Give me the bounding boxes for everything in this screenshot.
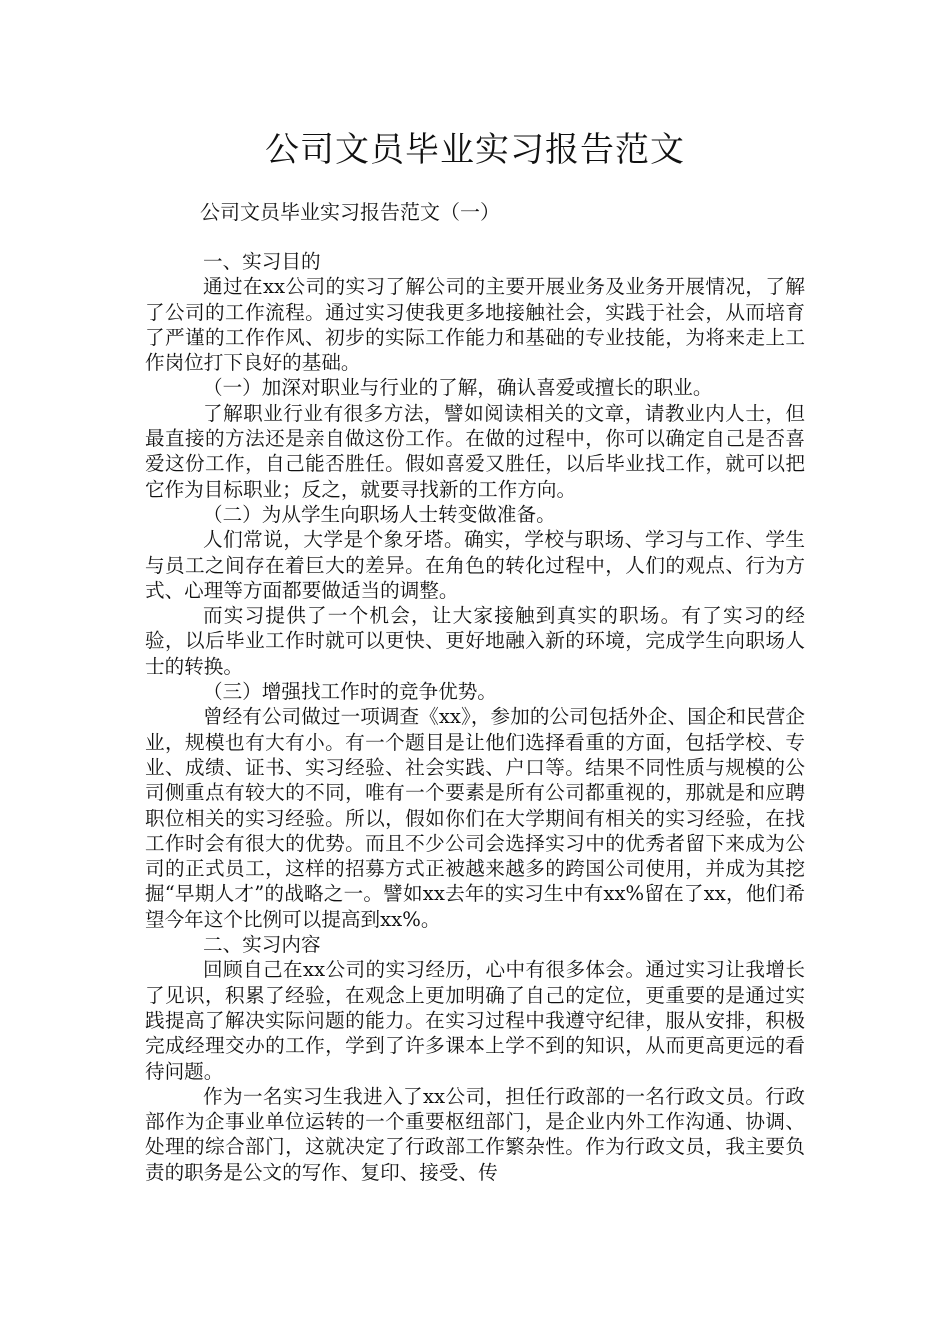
section-heading-content: 二、实习内容 bbox=[203, 933, 321, 957]
paragraph-purpose-intro: 通过在xx公司的实习了解公司的主要开展业务及业务开展情况，了解了公司的工作流程。通过实习使我更多地接触社会，实践于社会，从而培育了严谨的工作作风、初步的实际工作能力和基础的专业技能，为将来走上工作岗位打下良好的基础。 bbox=[145, 275, 805, 375]
paragraph-review: 回顾自己在xx公司的实习经历，心中有很多体会。通过实习让我增长了见识，积累了经验，在观念上更加明确了自己的定位，更重要的是通过实践提高了解决实际问题的能力。在实习过程中我遵守纪律，服从安排，积极完成经理交办的工作，学到了许多课本上学不到的知识，从而更高更远的看待问题。 bbox=[145, 958, 805, 1083]
paragraph-survey: 曾经有公司做过一项调查《xx》，参加的公司包括外企、国企和民营企业，规模也有大有小。有一个题目是让他们选择看重的方面，包括学校、专业、成绩、证书、实习经验、社会实践、户口等。结果不同性质与规模的公司侧重点有较大的不同，唯有一个要素是所有公司都重视的，那就是和应聘职位相关的实习经验。所以，假如你们在大学期间有相关的实习经验，在找工作时会有很大的优势。而且不少公司会选择实习中的优秀者留下来成为公司的正式员工，这样的招募方式正被越来越多的跨国公司使用，并成为其挖掘“早期人才”的战略之一。譬如xx去年的实习生中有xx%留在了xx，他们希望今年这个比例可以提高到xx%。 bbox=[145, 705, 805, 931]
document-body bbox=[145, 249, 805, 1185]
paragraph-understanding: 了解职业行业有很多方法，譬如阅读相关的文章，请教业内人士，但最直接的方法还是亲自做这份工作。在做的过程中，你可以确定自己是否喜爱这份工作，自己能否胜任。假如喜爱又胜任，以后毕业找工作，就可以把它作为目标职业；反之，就要寻找新的工作方向。 bbox=[145, 401, 805, 501]
subheading-understanding: （一）加深对职业与行业的了解，确认喜爱或擅长的职业。 bbox=[203, 376, 713, 400]
paragraph-ivory-tower: 人们常说，大学是个象牙塔。确实，学校与职场、学习与工作、学生与员工之间存在着巨大的差异。在角色的转化过程中，人们的观点、行为方式、心理等方面都要做适当的调整。 bbox=[145, 528, 805, 602]
document-title: 公司文员毕业实习报告范文 bbox=[265, 130, 685, 170]
paragraph-real-workplace: 而实习提供了一个机会，让大家接触到真实的职场。有了实习的经验，以后毕业工作时就可以更快、更好地融入新的环境，完成学生向职场人士的转换。 bbox=[145, 604, 805, 678]
subheading-competitive-edge: （三）增强找工作时的竞争优势。 bbox=[203, 680, 497, 704]
paragraph-admin-role: 作为一名实习生我进入了xx公司，担任行政部的一名行政文员。行政部作为企事业单位运转的一个重要枢纽部门，是企业内外工作沟通、协调、处理的综合部门，这就决定了行政部工作繁杂性。作为行政文员，我主要负责的职务是公文的写作、复印、接受、传 bbox=[145, 1084, 805, 1184]
section-heading-purpose: 一、实习目的 bbox=[203, 250, 321, 273]
subheading-transition: （二）为从学生向职场人士转变做准备。 bbox=[203, 502, 556, 526]
document-subtitle: 公司文员毕业实习报告范文（一） bbox=[200, 200, 500, 224]
